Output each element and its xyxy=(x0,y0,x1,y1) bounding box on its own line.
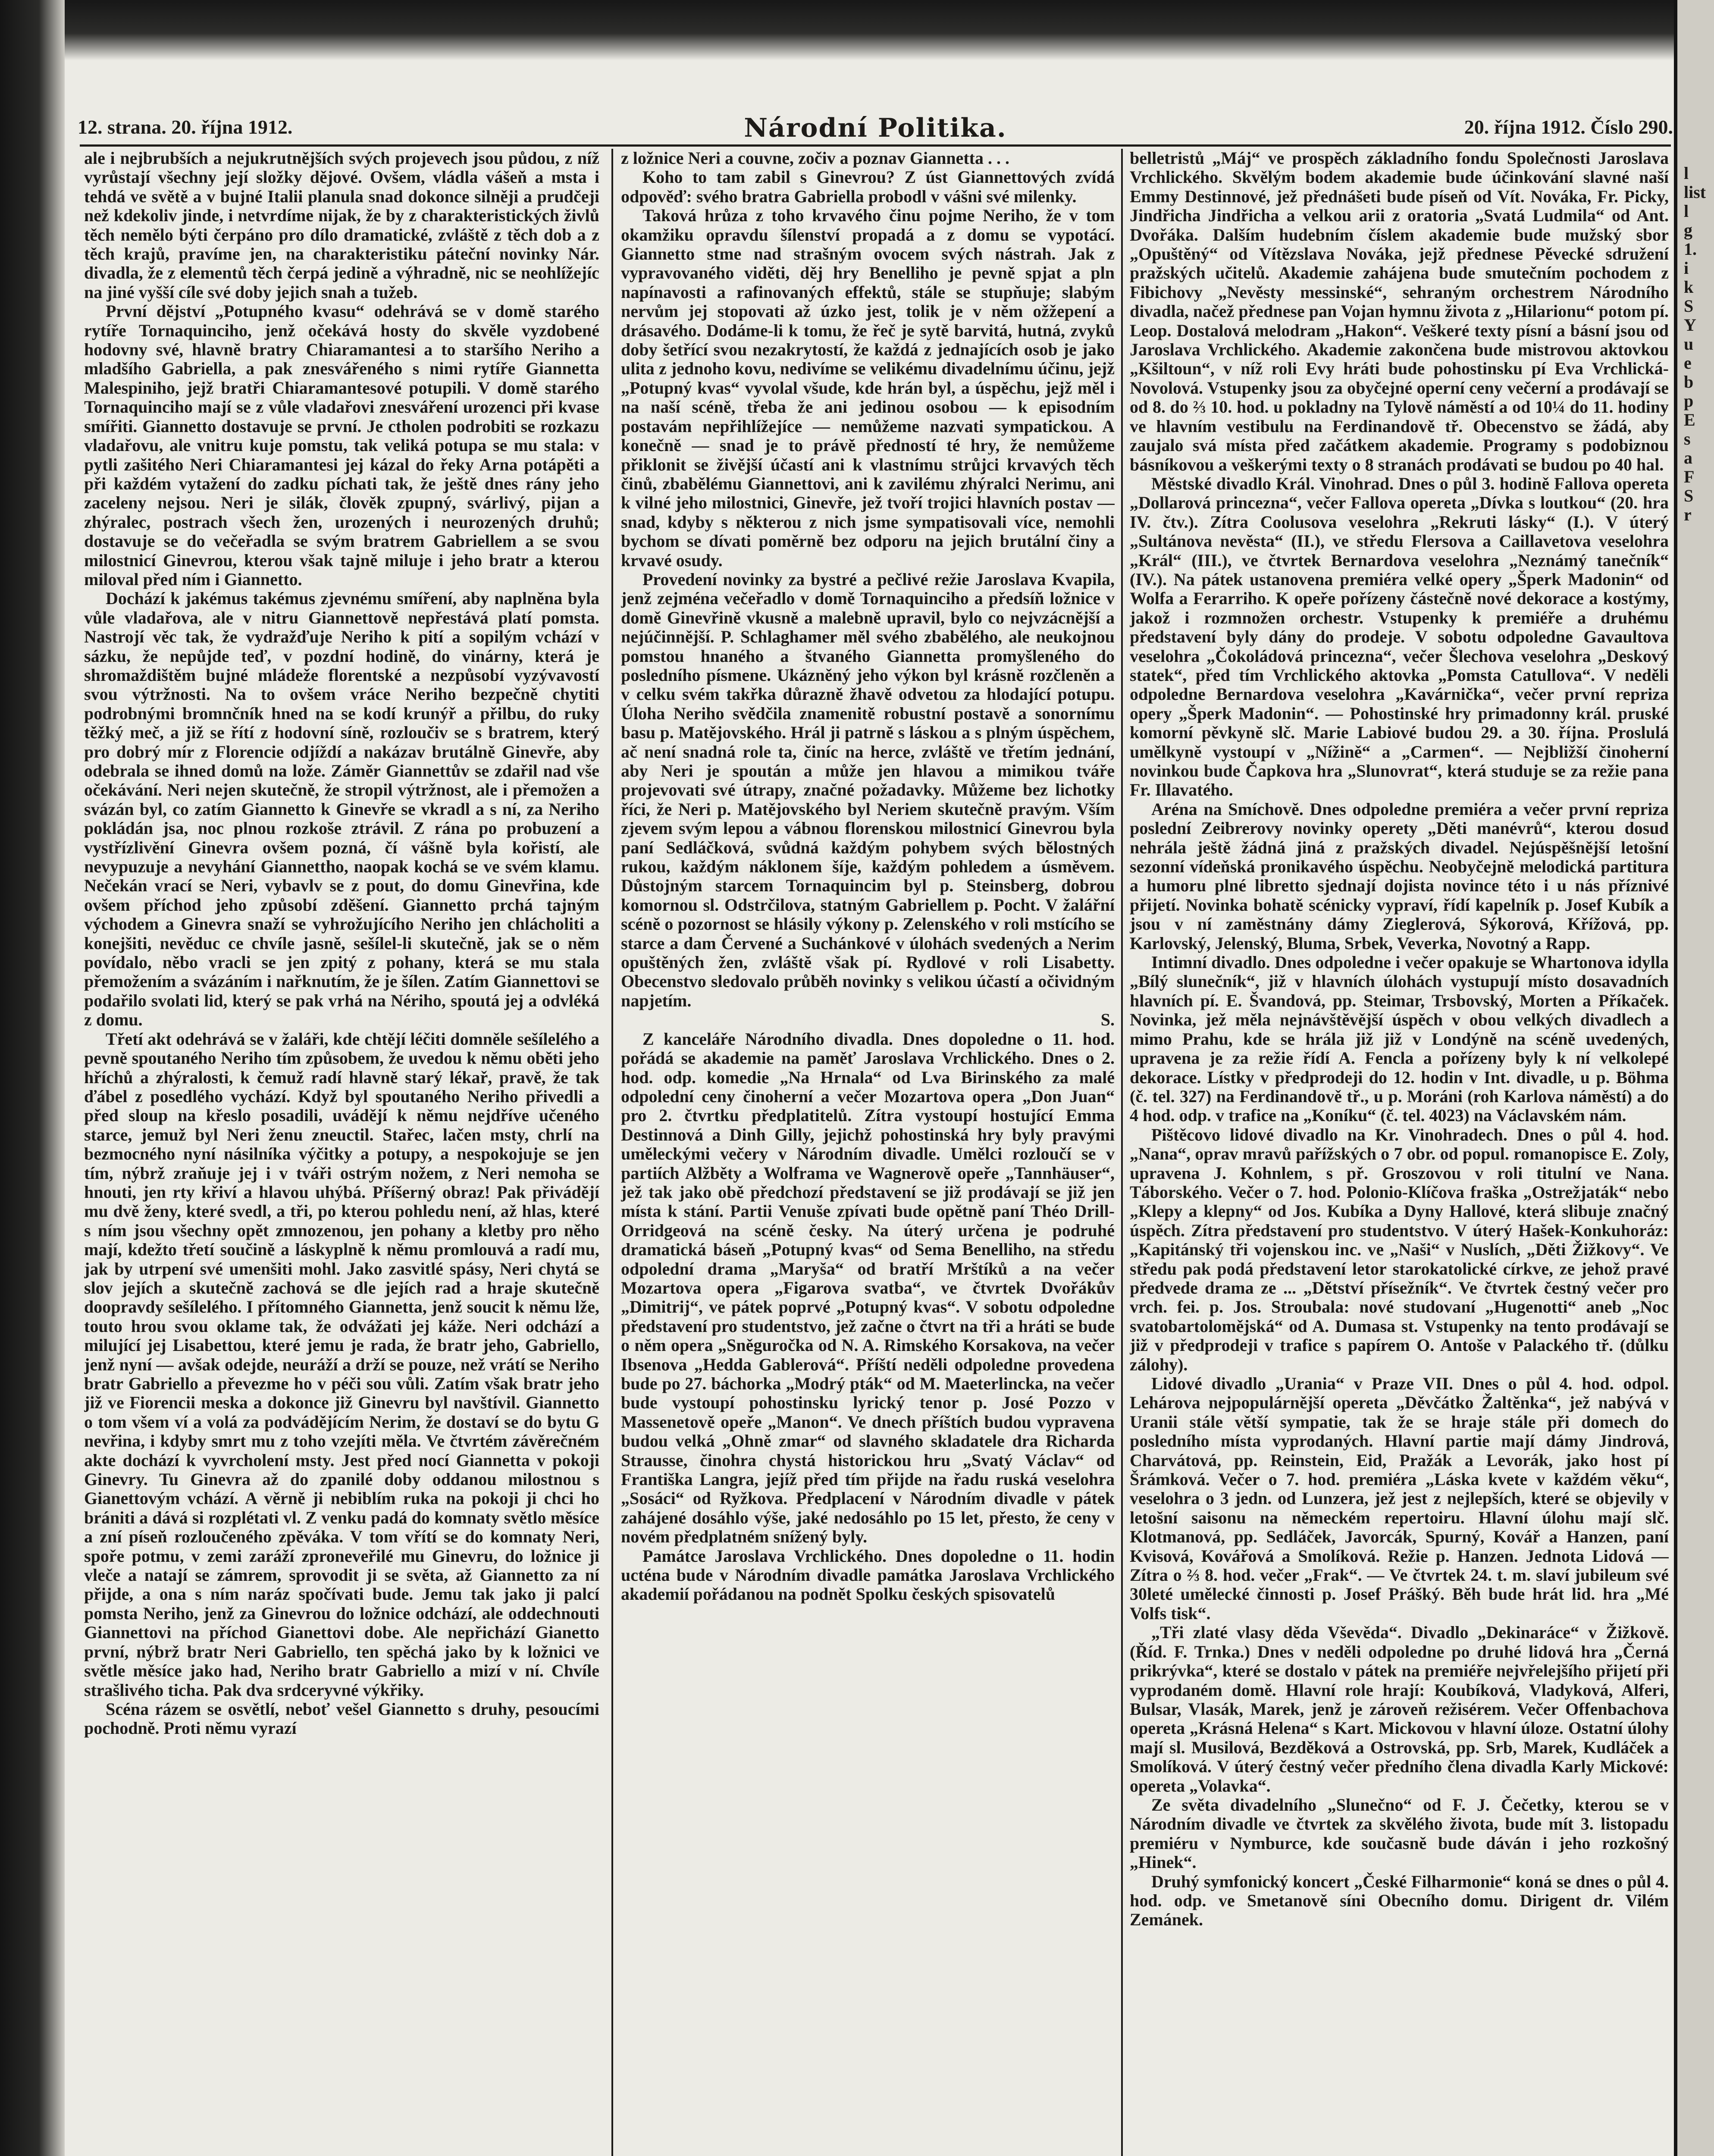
fragment-text: 1. xyxy=(1684,240,1697,259)
adjacent-page-fragments xyxy=(1684,164,1710,524)
fragment-text: b xyxy=(1684,373,1694,392)
article-paragraph: belletristů „Máj“ ve prospěch základního fondu Společnosti Jaroslava Vrchlického. Skvělým bodem akademie bude účinkování slavné naší Emmy Destinnové, jež přednášeti bude píseň od Vít. Nováka, Fr. Picky, Jindřicha Jindřicha a velkou arii z oratoria „Svatá Ludmila“ od Ant. Dvořáka. Dalším hudebním číslem akademie bude mužský sbor „Opuštěný“ od Vítězslava Nováka, jejž přednese Pěvecké sdružení pražských učitelů. Akademie zahájena bude smutečním pochodem z Fibichovy „Nevěsty messinské“, sehraným orchestrem Národního divadla, načež přednese pan Vojan hymnu života z „Hilarionu“ potom pí. Leop. Dostalová melodram „Hakon“. Veškeré texty písní a básní jsou od Jaroslava Vrchlického. Akademie zakončena bude mistrovou aktovkou „Kšiltoun“, v níž roli Evy hráti bude pohostinsku pí Eva Vrchlická-Novolová. Vstupenky jsou za obyčejné operní ceny večerní a prodávají se od 8. do ⅔ 10. hod. u pokladny na Tylově náměstí a od 10¼ do 11. hodiny ve hlavním vestibulu na Ferdinandově tř. Obecenstvo se žádá, aby zaujalo svá místa před začátkem akademie. Programy s podobiznou básníkovou a veškerými texty o 8 stranách prodávati se budou po 40 hal. xyxy=(1130,149,1669,474)
fragment-text: u xyxy=(1684,335,1694,354)
news-item-national-theatre: Z kanceláře Národního divadla. Dnes dopoledne o 11. hod. pořádá se akademie na paměť Jaroslava Vrchlického. Dnes o 2. hod. odp. komedie „Na Hrnala“ od Lva Birinského za malé odpolední ceny činoherní a večer Mozartova opera „Don Juan“ pro 2. čtvrtku předplatitelů. Zítra vystoupí hostující Emma Destinnová a Dinh Gilly, jejichž pohostinská hry byly pravými uměleckými večery v Národním divadle. Umělci rozloučí se v partiích Alžběty a Wolframa ve Wagnerově opeře „Tannhäuser“, jež tak jako obě předchozí představení se již prodávají se již jen místa k stání. Partii Venuše zpívati bude opětně paní Théo Drill-Orridgeová na scéně česky. Na úterý určena je podruhé dramatická báseň „Potupný kvas“ od Sema Benelliho, na středu odpolední drama „Maryša“ od bratří Mrštíků a na večer Mozartova opera „Figarova svatba“, ve čtvrtek Dvořákův „Dimitrij“, ve pátek poprvé „Potupný kvas“. V sobotu odpoledne představení pro studentstvo, jež začne o čtvrt na tři a hráti se bude o něm opera „Sněguročka od N. A. Rimského Korsakova, na večer Ibsenova „Hedda Gablerová“. Příští neděli odpoledne provedena bude po 27. báchorka „Modrý pták“ od M. Maeterlincka, na večer bude vystoupí pohostinsku lyrický tenor p. José Pozzo v Massenetově opeře „Manon“. Ve dnech příštích budou vypravena budou velká „Ohně zmar“ od slavného skladatele dra Richarda Strausse, činohra chystá historickou hru „Svatý Václav“ od Františka Langra, jejíž před tím přijde na řadu ruská veselohra „Sosáci“ od Ryžkova. Předplacení v Národním divadle v pátek zahájené dosáhlo výše, jaké nedosáhlo po 15 let, přesto, že ceny v novém předplatném snížený byly. xyxy=(621,1029,1115,1547)
article-paragraph: První dějství „Potupného kvasu“ odehrává se v domě starého rytíře Tornaquinciho, jenž očekává hosty do skvěle vyzdobené hodovny své, hlavně bratry Chiaramantesi a to staršího Neriho a mladšího Gabriella, a pak znesvářeného s nimi rytíře Giannetta Malespiniho, jejž bratři Chiaramantesové potupili. V domě starého Tornaquinciho mají se z vůle vladařovi znesváření urozenci při kvase smířiti. Giannetto dostavuje se první. Je ctholen podrobiti se rozkazu vladařovu, ale vnitru kuje pomstu, tak veliká potupa se mu stala: v pytli zašitého Neri Chiaramantesi jej kázal do řeky Arna potápěti a při každém vytažení do zadku píchati tak, že ještě dnes rány jeho zaceleny nejsou. Neri je silák, člověk zpupný, svárlivý, pijan a zhýralec, postrach všech žen, urozených i neurozených druhů; dostavuje se do večeřadla se svým bratrem Gabriellem a se svou milostnicí Ginevrou, kterou však tajně miluje i jeho bratr a kterou miloval před ním i Giannetto. xyxy=(84,301,599,589)
fragment-text: a xyxy=(1684,448,1692,467)
header-issue-number: 20. října 1912. Číslo 290. xyxy=(1464,116,1673,138)
fragment-text: S xyxy=(1684,297,1694,316)
fragment-text: e xyxy=(1684,354,1692,373)
fragment-text: F xyxy=(1684,467,1695,486)
column-divider-1 xyxy=(611,149,613,2156)
fragment-text: S xyxy=(1684,486,1694,505)
column-1 xyxy=(84,149,599,2156)
fragment-text: l xyxy=(1684,202,1689,221)
article-paragraph: Dochází k jakémus takémus zjevnému smíření, aby naplněna byla vůle vladařova, ale v nitru Giannettově nepřestává platí pomsta. Nastrojí věc tak, že vydražďuje Neriho k pití a sopilým vchází v sázku, že nepůjde teď, v pozdní hodině, do vinárny, která je shromaždištěm bujné mládeže florentské a nezpůsobí vyzývavostí svou výtržnosti. Na to ovšem vráce Neriho bezpečně chytiti podrobnými bromnčník hned na se kodí krunýř a přilbu, do ruky těžký meč, a již se řítí z hodovní síně, rozloučiv se s bratrem, který pro dobrý mír z Florencie odjíždí a nakázav brutálně Ginevře, aby odebrala se ihned domů na lože. Záměr Giannettův se zdařil nad vše očekávání. Neri nejen skutečně, že stropil výtržnost, ale i přemožen a svázán byl, co zatím Giannetto k Ginevře se vkradl a s ní, za Neriho pokládán jsa, noc plnou rozkoše ztrávil. Z rána po probuzení a vystřízlivění Ginevra ovšem pozná, čí vášně byla kořistí, ale nevypuzuje a nevyhání Giannettho, naopak kochá se ve svém klamu. Nečekán vrací se Neri, vybavlv se z pout, do domu Ginevřina, kde ovšem příchod jeho způsobí zděšení. Giannetto prchá tajným východem a Ginevra snaží se vyhrožujícího Neriho jen chlácholiti a konejšiti, nevěduc ce chvíle jasně, sešílel-li skutečně, jak se o něm povídalo, něbo vracli se jen zpitý z pohany, která se mu stala přemožením a svázáním i nařknutím, že je šílen. Zatím Giannettovi se podařilo svolati lid, který se pak vrhá na Nériho, spoutá jej a odvléká z domu. xyxy=(84,589,599,1030)
news-item-intimate-theatre: Intimní divadlo. Dnes odpoledne i večer opakuje se Whartonova idylla „Bílý slunečník“, již v hlavních úlohách vystupují místo dosavadních hlavních pí. E. Švandová, pp. Steimar, Trsbovský, Morten a Příkaček. Novinka, jež měla nejnávštěvější úspěch v obou velkých divadlech a mimo Prahu, kde se hrála již již v Londýně na scéně uvedených, upravena je za režie řídí A. Fencla a pořízeny byly k ní velkolepé dekorace. Lístky v předprodeji do 12. hodin v Int. divadle, u p. Böhma (č. tel. 327) na Ferdinandově tř., u p. Moráni (roh Karlova náměstí) a do 4 hod. odp. v trafice na „Koníku“ (č. tel. 4023) na Václavském nám. xyxy=(1130,953,1669,1125)
scan-edge-left xyxy=(0,0,65,2156)
fragment-text: Y xyxy=(1684,316,1696,335)
article-paragraph: Třetí akt odehrává se v žaláři, kde chtějí léčiti domněle sešílelého a pevně spoutaného Neriho tím způsobem, že uvedou k němu oběti jeho hříchů a zhýralosti, k čemuž radí hlavně starý lékař, pravě, že tak ďábel z posedlého vychází. Když byl spoutaného Neriho přivedli a před sloup na křeslo posadili, uvádějí k němu nejdříve učeného starce, jemuž byl Neri ženu zneuctil. Stařec, lačen msty, chrlí na bezmocného nyní násilníka výčitky a potupy, a nespokojuje se jen tím, nýbrž zraňuje jej i v tváři ostrým nožem, z Neri nemoha se hnouti, jen rty křiví a hlavou uhýbá. Příšerný obraz! Pak přivádějí mu dvě ženy, které svedl, a tři, po kterou pohledu není, až hlas, které s ním jsou všechny opět zmnozenou, jen pohany a kletby pro něho mají, kdežto třetí součině a láskyplně k němu promlouvá a radí mu, jak by utrpení své umenšiti mohl. Jako zasvitlé spásy, Neri chytá se slov jejích a skutečně zachová se dle jejích rad a hraje skutečně doopravdy sešílelého. I přítomného Giannetta, jenž soucit k němu lže, touto hrou svou oklame tak, že odvážati jej káže. Neri odchází a milující jej Lisabettou, které jemu je rada, že bratr jeho, Gabriello, jenž nyní — avšak odejde, neuráží a drží se pouze, než vrátí se Neriho bratr Gabriello a převezme ho v péči sou vůli. Zatím však bratr jeho již ve Fiorencii meska a dokonce již Ginevru byl navštívil. Giannetto o tom všem ví a volá za podvádějícím Nerim, že dostaví se do bytu G nevřina, i kdyby smrt mu z toho vzejíti měla. Ve čtvrtém závěrečném akte dochází k vyvrcholení msty. Jest před nocí Giannetta v pokoji Ginevry. Tu Ginevra až do zpanilé doby oddanou milostnou s Gianettovým vchází. A věrně ji nebiblím ruka na pokoji ji chci ho brániti a dává si rozplétati vl. Z venku padá do komnaty světlo měsíce a zní píseň rozloučeného zpěváka. V tom vřítí se do komnaty Neri, spoře potmu, v zemi zaráží zproneveřilé mu Ginevru, do ložnice ji vleče a natají se zámrem, sprovodit ji se světa, až Giannetto za ní přijde, a ona s ním naráz spočívati bude. Jemu tak jako ji palcí pomsta Neriho, jenž za Ginevrou do ložnice odchází, ale oddechnouti Giannettovi na příchod Gianettovi dobe. Ale nepřichází Gianetto první, nýbrž bratr Neri Gabriello, ten spěchá jako by k ložnici ve světle měsíce jako had, Neriho bratr Gabriello a mizí v ní. Chvíle strašlivého ticha. Pak dva srdceryvné výkřiky. xyxy=(84,1029,599,1700)
fragment-text: list xyxy=(1684,183,1706,202)
news-item-pistek-theatre: Pištěcovo lidové divadlo na Kr. Vinohradech. Dnes o půl 4. hod. „Nana“, oprav mravů pařížských o 7 obr. od popul. romanopisce E. Zoly, upravena J. Kohnlem, s př. Groszovou v roli titulní ve Nana. Táborského. Večer o 7. hod. Polonio-Klíčova fraška „Ostrežjaták“ nebo „Klepy a klepny“ od Jos. Kubíka a Dyny Hallové, která slibuje značný úspěch. Zítra představení pro studentstvo. V úterý Hašek-Konkuhoráz: „Kapitánský tři vojenskou inc. ve „Naši“ v Nuslích, „Děti Žižkovy“. Ve středu pak podá představení letor starokatolické církve, ze jehož pravé předvede drama ze ... „Dětství přísežník“. Ve čtvrtek čestný večer pro vrch. fei. p. Jos. Stroubala: nové studovaní „Hugenotti“ aneb „Noc svatobartolomějská“ od A. Dumasa st. Vstupenky na tento prodávají se již v předprodeji v trafice s papírem O. Antoše v Palackého tř. (důlku zálohy). xyxy=(1130,1125,1669,1374)
article-paragraph: Taková hrůza z toho krvavého činu pojme Neriho, že v tom okamžiku opravdu šílenství propadá a z domu se vypotácí. Giannetto stme nad strašným ovocem svých nástrah. Jak z vypravovaného viděti, děj hry Benelliho je pevně spjat a pln napínavosti a rafinovaných effektů, stále se stupňuje; slabým nervům jej stopovati až úzko jest, tolik je v něm ožžepení a drásavého. Dodáme-li k tomu, že řeč je sytě barvitá, hutná, zvyků doby šetřící svou nezakrytostí, že každá z jednajících osob je jako ulita z jednoho kovu, nedivíme se velikému divadelnímu účinu, jejž „Potupný kvas“ vyvolal všude, kde hrán byl, a úspěchu, jejž měl i na naší scéně, třeba že ani jedinou osobou — k episodním postavám nepřihlížejíce — nemůžeme nazvati sympatickou. A konečně — snad je to právě předností té hry, že nemůžeme přiklonit se živější účastí ani k vlastnímu strůjci krvavých těch činů, zbabělému Giannettovi, ani k zavilému zhýralci Nerimu, ani k vilné jeho milostnici, Ginevře, jež tvoří trojici hlavních postav — snad, kdyby s některou z nich jsme sympatisovali více, nemohli bychom se dívati poměrně bez odporu na jejich brutální činy a krvavé osudy. xyxy=(621,206,1115,570)
fragment-text: k xyxy=(1684,278,1694,297)
news-item-dekinarace-theatre: „Tři zlaté vlasy děda Vševěda“. Divadlo „Dekinaráce“ v Žižkově. (Říd. F. Trnka.) Dnes v neděli odpoledne po druhé lidová hra „Černá prikrývka“, které se dostalo v pátek na premiéře nejvřelejšího přijetí při vyprodaném domě. Hlavní role hrají: Koubíková, Vladyková, Alferi, Bulsar, Vlasák, Marek, jenž je zároveň režisérem. Večer Offenbachova opereta „Krásná Helena“ s Kart. Mickovou v hlavní úloze. Ostatní úlohy mají sl. Musilová, Bezděková a Ostrovská, pp. Srb, Marek, Kudláček a Smolíková. V úterý čestný večer předního člena divadla Karly Mickové: opereta „Volavka“. xyxy=(1130,1623,1669,1796)
fragment-text: E xyxy=(1684,411,1695,429)
page-header xyxy=(78,113,1673,146)
fragment-text: s xyxy=(1684,429,1691,448)
article-signature: S. xyxy=(1100,1010,1115,1030)
column-divider-2 xyxy=(1121,149,1123,2156)
article-paragraph: z ložnice Neri a couvne, zočiv a poznav Giannetta . . . xyxy=(621,149,1009,168)
column-2 xyxy=(621,149,1115,2156)
news-item-vinohrady-theatre: Městské divadlo Král. Vinohrad. Dnes o půl 3. hodině Fallova opereta „Dollarová princezna“, večer Fallova opereta „Dívka s loutkou“ (20. hra IV. čtv.). Zítra Coolusova veselohra „Rekruti lásky“ (I.). V úterý „Sultánova nevěsta“ (II.), ve středu Flersova a Caillavetova veselohra „Král“ (III.), ve čtvrtek Bernardova veselohra „Neznámý tanečník“ (IV.). Na pátek ustanovena premiéra velké opery „Šperk Madonin“ od Wolfa a Ferarriho. K opeře pořízeny částečně nové dekorace a kostýmy, jakož i rozmnožen orchestr. Vstupenky k premiéře a druhému představení byly dány do prodeje. V sobotu odpoledne Gavaultova veselohra „Čokoládová princezna“, večer Šlechova veselohra „Deskový statek“, před tím Vrchlického aktovka „Pomsta Catullova“. V neděli odpoledne Bernardova veselohra „Kavárnička“, večer první repriza opery „Šperk Madonin“. — Pohostinské hry primadonny král. pruské komorní pěvkyně slč. Marie Labiové budou 29. a 30. října. Proslulá umělkyně vystoupí v „Nížině“ a „Carmen“. — Nejbližší činoherní novinkou bude Čapkova hra „Slunovrat“, která studuje se za režie pana Fr. Illavatého. xyxy=(1130,473,1669,800)
newspaper-title: Národní Politika. xyxy=(744,113,1007,143)
fragment-text: g xyxy=(1684,221,1692,240)
news-item-urania-theatre: Lidové divadlo „Urania“ v Praze VII. Dnes o půl 4. hod. odpol. Lehárova nejpopulárnější opereta „Děvčátko Žaltěnka“, jež nabývá v Uranii stále větší sympatie, tak že se hraje stále při domech do posledního místa vyprodaných. Hlavní partie mají dámy Jindrová, Charvátová, pp. Reinstein, Eid, Pražák a Levorák, jako host pí Šrámková. Večer o 7. hod. premiéra „Láska kvete v každém věku“, veselohra o 3 jedn. od Lunzera, jež jest z nejlepších, které se objevily v letošní saisonu na německém repertoiru. Hlavní úlohu mají slč. Klotmanová, pp. Sedláček, Javorcák, Spurný, Kovář a Hanzen, paní Kvisová, Kovářová a Smolíková. Režie p. Hanzen. Jednota Lidová — Zítra o ⅔ 8. hod. večer „Frak“. — Ve čtvrtek 24. t. m. slaví jubileum své 30leté umělecké činnosti p. Josef Prášký. Běh bude hrát lid. hra „Mé Volfs tisk“. xyxy=(1130,1374,1669,1623)
header-page-date: 12. strana. 20. října 1912. xyxy=(78,116,293,138)
news-item-philharmonic-concert: Druhý symfonický koncert „České Filharmonie“ koná se dnes o půl 4. hod. odp. ve Smetanově síni Obecního domu. Dirigent dr. Vilém Zemánek. xyxy=(1130,1871,1669,1930)
article-paragraph: Scéna rázem se osvětlí, neboť vešel Giannetto s druhy, pesoucími pochodně. Proti němu vyrazí xyxy=(84,1699,599,1738)
fragment-text: i xyxy=(1684,259,1689,278)
fragment-text: l xyxy=(1684,164,1689,183)
column-3 xyxy=(1130,149,1669,2156)
article-paragraph: Koho to tam zabil s Ginevrou? Z úst Giannettových zvídá odpověď: svého bratra Gabriella probodl v vášni své milenky. xyxy=(621,167,1115,206)
news-item-vrchlicky: Památce Jaroslava Vrchlického. Dnes dopoledne o 11. hodin ucténa bude v Národním divadle památka Jaroslava Vrchlického akademií pořádanou na podnět Spolku českých spisovatelů xyxy=(621,1546,1115,1604)
header-rule xyxy=(80,144,1671,147)
news-item-smichov-arena: Aréna na Smíchově. Dnes odpoledne premiéra a večer první repriza poslední Zeibrerovy novinky operety „Děti manévrů“, kterou dosud nehrála ještě žádná jiná z pražských divadel. Nejúspěšnější letošní sezonní vídeňská pronikavého úspěchu. Neobyčejně melodická partitura a humoru plné libretto sjednají dojista novince této i u nás příznivé přijetí. Novinka bohatě scénicky vypraví, řídí kapelník p. Josef Kubík a jsou v ní zaměstnány dámy Zieglerová, Sýkorová, Křížová, pp. Karlovský, Jelenský, Bluma, Srbek, Veverka, Novotný a Rapp. xyxy=(1130,799,1669,953)
article-paragraph: ale i nejbrubších a nejukrutnějších svých projevech jsou půdou, z níž vyrůstají všechny její složky dějové. Ovšem, vládla vášeň a msta i tehdá ve světě a v bujné Italii planula snad dokonce silněji a prudčeji než kdekoliv jinde, i netvrdíme nijak, že by z charakteristických živlů těch nemělo býti čerpáno pro dílo dramatické, zvláště z těch dob a z těch krajů, pravíme jen, na charakteristiku páteční novinky Nár. divadla, že z elementů těch čerpá jedině a výhradně, nic se neohlížejíc na jiné vyšší cíle své doby jejich snah a tužeb. xyxy=(84,149,599,302)
news-item-theatre-world: Ze světa divadelního „Slunečno“ od F. J. Čečetky, kterou se v Národním divadle ve čtvrtek za skvělého života, bude mít 3. listopadu premiéru v Nymburce, kde současně bude dáván i jeho rozkošný „Hinek“. xyxy=(1130,1795,1669,1872)
article-paragraph: Provedení novinky za bystré a pečlivé režie Jaroslava Kvapila, jenž zejména večeřadlo v domě Tornaquinciho a předsíň ložnice v domě Ginevřině vkusně a malebně upravil, bylo co nejvzácnější a nejúčinnější. P. Schlaghamer měl svého zbabělého, ale neukojnou pomstou hnaného a štvaného Giannetta promyšleného do posledního písmene. Ukázněný jeho výkon byl krásně rozčleněn a v celku svém takřka důrazně žhavě odvetou za hlodající potupu. Úloha Neriho svědčila znamenitě robustní postavě a sonornímu basu p. Matějovského. Hrál ji patrně s láskou a s plným úspěchem, ač není snadná role ta, činíc na herce, zvláště ve třetím jednání, aby Neri je spoután a může jen hlavou a mimikou tváře projevovati své útrapy, značné požadavky. Můžeme bez lichotky říci, že Neri p. Matějovského byl Neriem skutečně pravým. Vším zjevem svým lepou a vábnou florenskou milostnicí Ginevrou byla paní Sedláčková, svůdná každým pohybem svých bělostných rukou, každým náklonem šíje, každým pohledem a úsměvem. Důstojným starcem Tornaquincim byl p. Steinsberg, dobrou komornou sl. Odstrčilova, statným Gabriellem p. Pocht. V žalářní scéně o pozornost se hlásily výkony p. Zelenského v roli mstícího se starce a dam Červené a Suchánkové v úlohách svedených a Nerim opuštěných žen, zvláště však pí. Rydlové v roli Lisabetty. Obecenstvo sledovalo průběh novinky s velikou účastí a očividným napjetím. xyxy=(621,569,1115,1010)
fragment-text: p xyxy=(1684,392,1694,411)
fragment-text: r xyxy=(1684,505,1692,524)
scan-edge-top xyxy=(0,0,1714,60)
